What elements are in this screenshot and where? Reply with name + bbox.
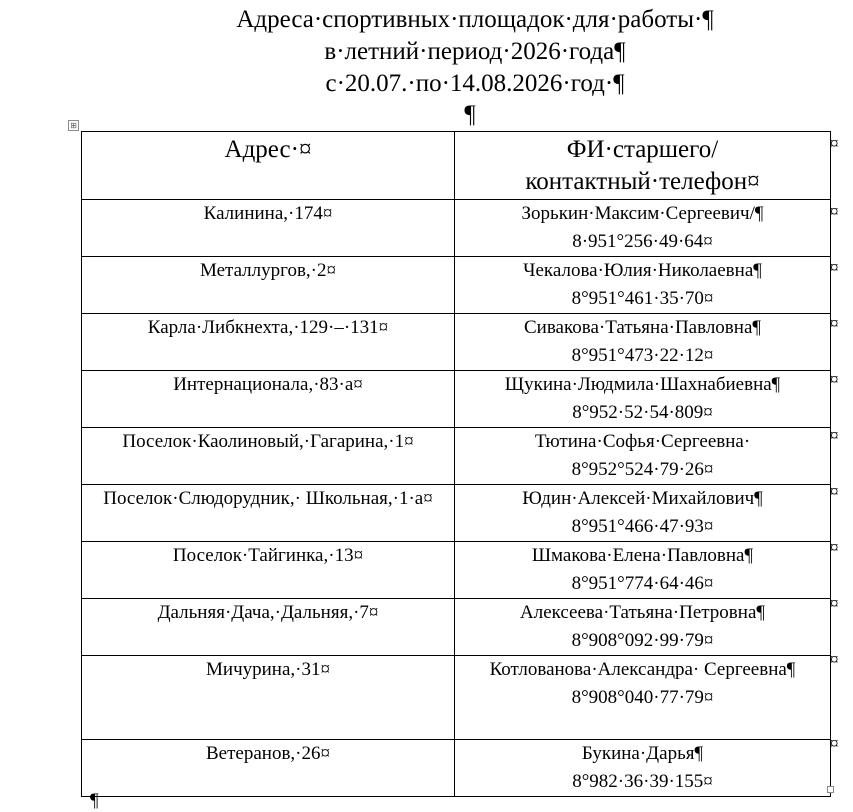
table-row: [82, 542, 831, 599]
contact-phone: 8·951°256·49·64¤: [572, 231, 713, 252]
table-row: [82, 485, 831, 542]
document-title: [0, 4, 853, 100]
contact-name: Сивакова·Татьяна·Павловна¶: [524, 317, 761, 338]
row-end-mark: ¤: [830, 258, 839, 277]
row-end-mark: ¤: [830, 538, 839, 557]
contact-name: Тютина·Софья·Сергеевна·: [534, 431, 751, 452]
addresses-table: [81, 131, 831, 797]
address-cell: Калинина,·174¤: [82, 200, 455, 257]
row-end-mark: ¤: [830, 370, 839, 389]
table-row: [82, 599, 831, 656]
end-paragraph-mark: ¶: [90, 790, 99, 811]
address-cell: Поселок·Слюдорудник,· Школьная,·1·а¤: [82, 485, 455, 542]
row-end-mark: ¤: [830, 650, 839, 669]
table-row: [82, 740, 831, 797]
table-row: [82, 371, 831, 428]
contact-cell: [455, 740, 831, 797]
table-row: [82, 656, 831, 740]
table-row: [82, 314, 831, 371]
contact-name: Чекалова·Юлия·Николаевна¶: [523, 260, 762, 281]
address-cell: Интернационала,·83·а¤: [82, 371, 455, 428]
contact-name: Зорькин·Максим·Сергеевич/¶: [521, 203, 764, 224]
table-row: [82, 428, 831, 485]
header-contact: ФИ·старшего/контактный·телефон¤: [455, 132, 831, 200]
contact-name: Шмакова·Елена·Павловна¶: [531, 545, 754, 566]
contact-cell: [455, 542, 831, 599]
contact-name: Щукина·Людмила·Шахнабиевна¶: [504, 374, 781, 395]
contact-phone: 8°908°092·99·79¤: [571, 630, 714, 651]
table-row: [82, 257, 831, 314]
contact-phone: 8°982·36·39·155¤: [572, 771, 713, 792]
contact-name: Букина·Дарья¶: [581, 743, 704, 764]
address-cell: Металлургов,·2¤: [82, 257, 455, 314]
row-end-mark: ¤: [830, 202, 839, 221]
contact-cell: [455, 371, 831, 428]
table-row: [82, 200, 831, 257]
address-cell: Поселок·Тайгинка,·13¤: [82, 542, 455, 599]
contact-cell: [455, 599, 831, 656]
table-resize-handle[interactable]: [827, 786, 834, 793]
contact-cell: [455, 485, 831, 542]
address-cell: Карла·Либкнехта,·129·–·131¤: [82, 314, 455, 371]
row-end-mark: ¤: [830, 426, 839, 445]
contact-cell: [455, 428, 831, 485]
table-header-row: [82, 132, 831, 200]
row-end-mark: ¤: [830, 734, 839, 753]
empty-paragraph-mark: ¶: [464, 101, 476, 128]
contact-phone: 8°908°040·77·79¤: [571, 687, 714, 708]
row-end-mark: ¤: [830, 134, 839, 153]
contact-cell: [455, 257, 831, 314]
contact-cell: [455, 200, 831, 257]
address-cell: Мичурина,·31¤: [82, 656, 455, 740]
title-line-3: с·20.07.·по·14.08.2026·год·¶: [325, 70, 625, 97]
row-end-mark: ¤: [830, 314, 839, 333]
contact-phone: 8°951°461·35·70¤: [571, 288, 714, 309]
contact-cell: [455, 314, 831, 371]
contact-phone: 8°952°524·79·26¤: [571, 459, 714, 480]
contact-name: Юдин·Алексей·Михайлович¶: [522, 488, 763, 509]
table-move-handle-icon[interactable]: ⊞: [68, 120, 79, 131]
contact-phone: 8°952·52·54·809¤: [572, 402, 713, 423]
contact-cell: [455, 656, 831, 740]
title-line-1: Адреса·спортивных·площадок·для·работы·¶: [236, 6, 714, 33]
address-cell: Дальняя·Дача,·Дальняя,·7¤: [82, 599, 455, 656]
row-end-mark: ¤: [830, 482, 839, 501]
row-end-mark: ¤: [830, 594, 839, 613]
contact-name: Алексеева·Татьяна·Петровна¶: [520, 602, 765, 623]
contact-phone: 8°951°774·64·46¤: [571, 573, 714, 594]
contact-name: Котлованова·Александра· Сергеевна¶: [489, 659, 796, 680]
title-line-2: в·летний·период·2026·года¶: [324, 38, 626, 65]
contact-phone: 8°951°466·47·93¤: [571, 516, 714, 537]
address-cell: Поселок·Каолиновый,·Гагарина,·1¤: [82, 428, 455, 485]
address-cell: Ветеранов,·26¤: [82, 740, 455, 797]
header-address: Адрес·¤: [82, 132, 455, 200]
contact-phone: 8°951°473·22·12¤: [571, 345, 714, 366]
